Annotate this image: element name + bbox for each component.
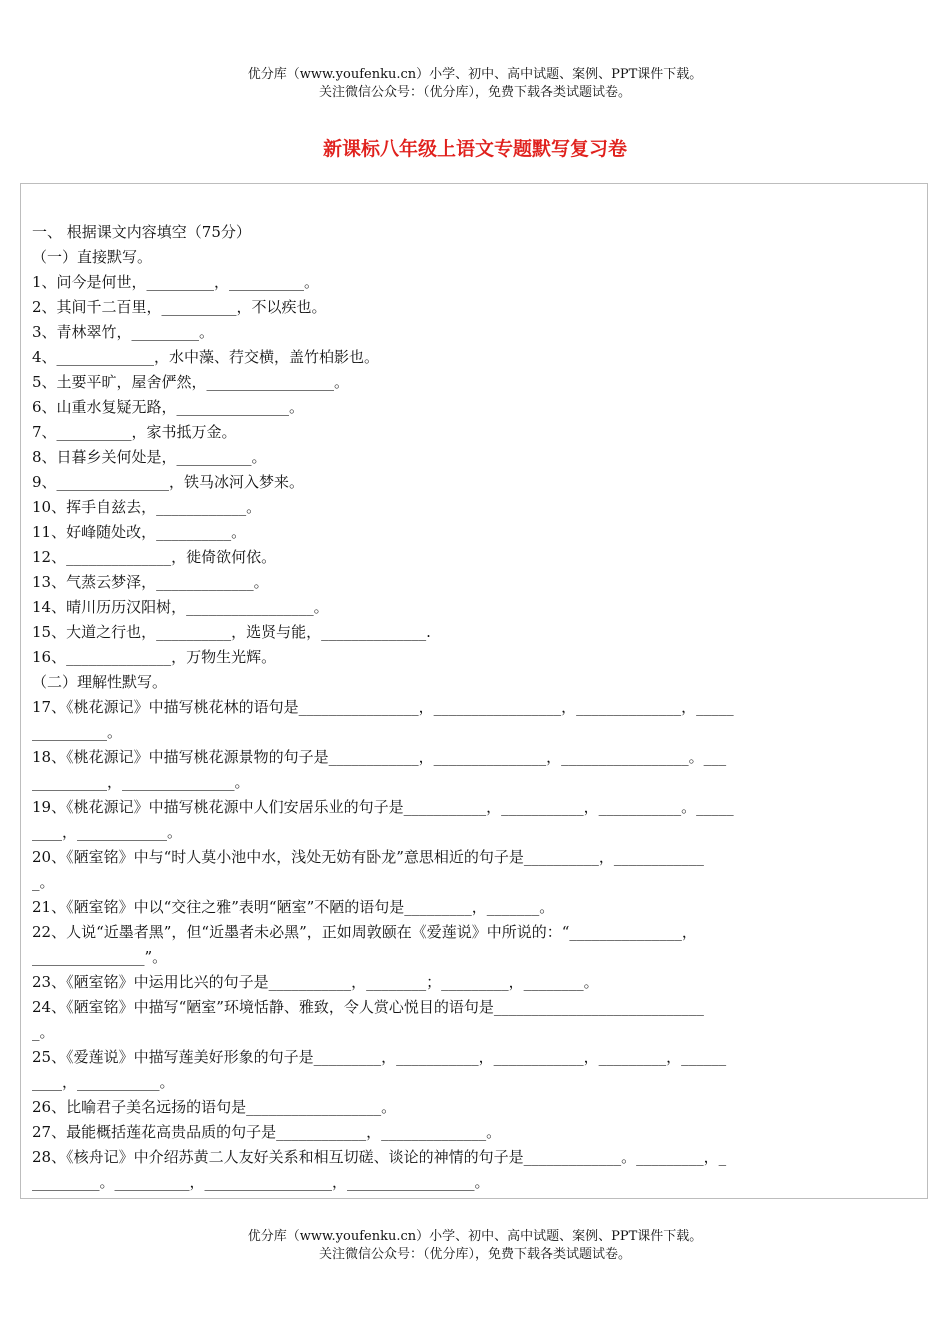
exam-line: 一、 根据课文内容填空（75分） bbox=[32, 223, 251, 241]
exam-line: ____，____________。 bbox=[32, 823, 183, 841]
footer-line-2: 关注微信公众号：（优分库），免费下载各类试题试卷。 bbox=[318, 1247, 631, 1262]
exam-line: 24、《陋室铭》中描写“陋室”环境恬静、雅致，令人赏心悦目的语句是____________________________ bbox=[32, 998, 704, 1016]
exam-line: 12、______________，徙倚欲何依。 bbox=[32, 548, 277, 566]
exam-line: 19、《桃花源记》中描写桃花源中人们安居乐业的句子是___________，___________，___________。_____ bbox=[32, 798, 734, 816]
exam-line: ____，___________。 bbox=[32, 1073, 175, 1091]
exam-content bbox=[32, 220, 922, 1195]
exam-line: 17、《桃花源记》中描写桃花林的语句是________________，_________________，______________，_____ bbox=[32, 698, 734, 716]
exam-line: 26、比喻君子美名远扬的语句是__________________。 bbox=[32, 1098, 397, 1116]
document-title: 新课标八年级上语文专题默写复习卷 bbox=[322, 138, 627, 160]
footer-line-1: 优分库（www.youfenku.cn）小学、初中、高中试题、案例、PPT课件下载。 bbox=[247, 1229, 703, 1244]
exam-line: 3、青林翠竹，_________。 bbox=[32, 323, 215, 341]
exam-line: 18、《桃花源记》中描写桃花源景物的句子是____________，_______________，_________________。___ bbox=[32, 748, 727, 766]
exam-line: 8、日暮乡关何处是，__________。 bbox=[32, 448, 267, 466]
exam-line: 1、问今是何世，_________，__________。 bbox=[32, 273, 320, 291]
page-header bbox=[0, 66, 950, 102]
exam-line: 9、_______________，铁马冰河入梦来。 bbox=[32, 473, 305, 491]
exam-line: 4、_____________，水中藻、荇交横，盖竹柏影也。 bbox=[32, 348, 380, 366]
header-line-2: 关注微信公众号：（优分库），免费下载各类试题试卷。 bbox=[318, 85, 631, 100]
exam-line: 25、《爱莲说》中描写莲美好形象的句子是_________，___________，____________，_________，______ bbox=[32, 1048, 727, 1066]
exam-line: _______________”。 bbox=[32, 948, 168, 966]
exam-line: 28、《核舟记》中介绍苏黄二人友好关系和相互切磋、谈论的神情的句子是_____________。_________，_ bbox=[32, 1148, 727, 1166]
exam-line: 11、好峰随处改，__________。 bbox=[32, 523, 247, 541]
exam-line: 21、《陋室铭》中以“交往之雅”表明“陋室”不陋的语句是_________，_______。 bbox=[32, 898, 555, 916]
exam-line: 22、人说“近墨者黑”，但“近墨者未必黑”，正如周敦颐在《爱莲说》中所说的：“_______________， bbox=[32, 923, 697, 941]
exam-line: 7、__________，家书抵万金。 bbox=[32, 423, 237, 441]
exam-line: 10、挥手自兹去，____________。 bbox=[32, 498, 262, 516]
exam-line: 20、《陋室铭》中与“时人莫小池中水，浅处无妨有卧龙”意思相近的句子是__________，____________ bbox=[32, 848, 704, 866]
exam-line: 23、《陋室铭》中运用比兴的句子是___________，________；_________，________。 bbox=[32, 973, 599, 991]
exam-line: _________。__________，_________________，_________________。 bbox=[32, 1173, 490, 1191]
exam-line: __________，_______________。 bbox=[32, 773, 250, 791]
exam-line: 14、晴川历历汉阳树，_________________。 bbox=[32, 598, 329, 616]
exam-line: _。 bbox=[32, 873, 55, 891]
exam-line: 13、气蒸云梦泽，_____________。 bbox=[32, 573, 269, 591]
exam-line: 2、其间千二百里，__________，不以疾也。 bbox=[32, 298, 327, 316]
exam-line: 6、山重水复疑无路，_______________。 bbox=[32, 398, 305, 416]
exam-line: （一）直接默写。 bbox=[32, 248, 153, 266]
exam-line: __________。 bbox=[32, 723, 123, 741]
page-footer bbox=[0, 1228, 950, 1264]
exam-line: 15、大道之行也，__________，选贤与能，______________. bbox=[32, 623, 431, 641]
exam-line: （二）理解性默写。 bbox=[32, 673, 168, 691]
exam-line: 5、土要平旷，屋舍俨然，_________________。 bbox=[32, 373, 350, 391]
header-line-1: 优分库（www.youfenku.cn）小学、初中、高中试题、案例、PPT课件下载。 bbox=[247, 67, 703, 82]
exam-line: 27、最能概括莲花高贵品质的句子是____________，______________。 bbox=[32, 1123, 502, 1141]
exam-content-box bbox=[20, 183, 928, 1199]
exam-line: 16、______________，万物生光辉。 bbox=[32, 648, 277, 666]
exam-line: _。 bbox=[32, 1023, 55, 1041]
